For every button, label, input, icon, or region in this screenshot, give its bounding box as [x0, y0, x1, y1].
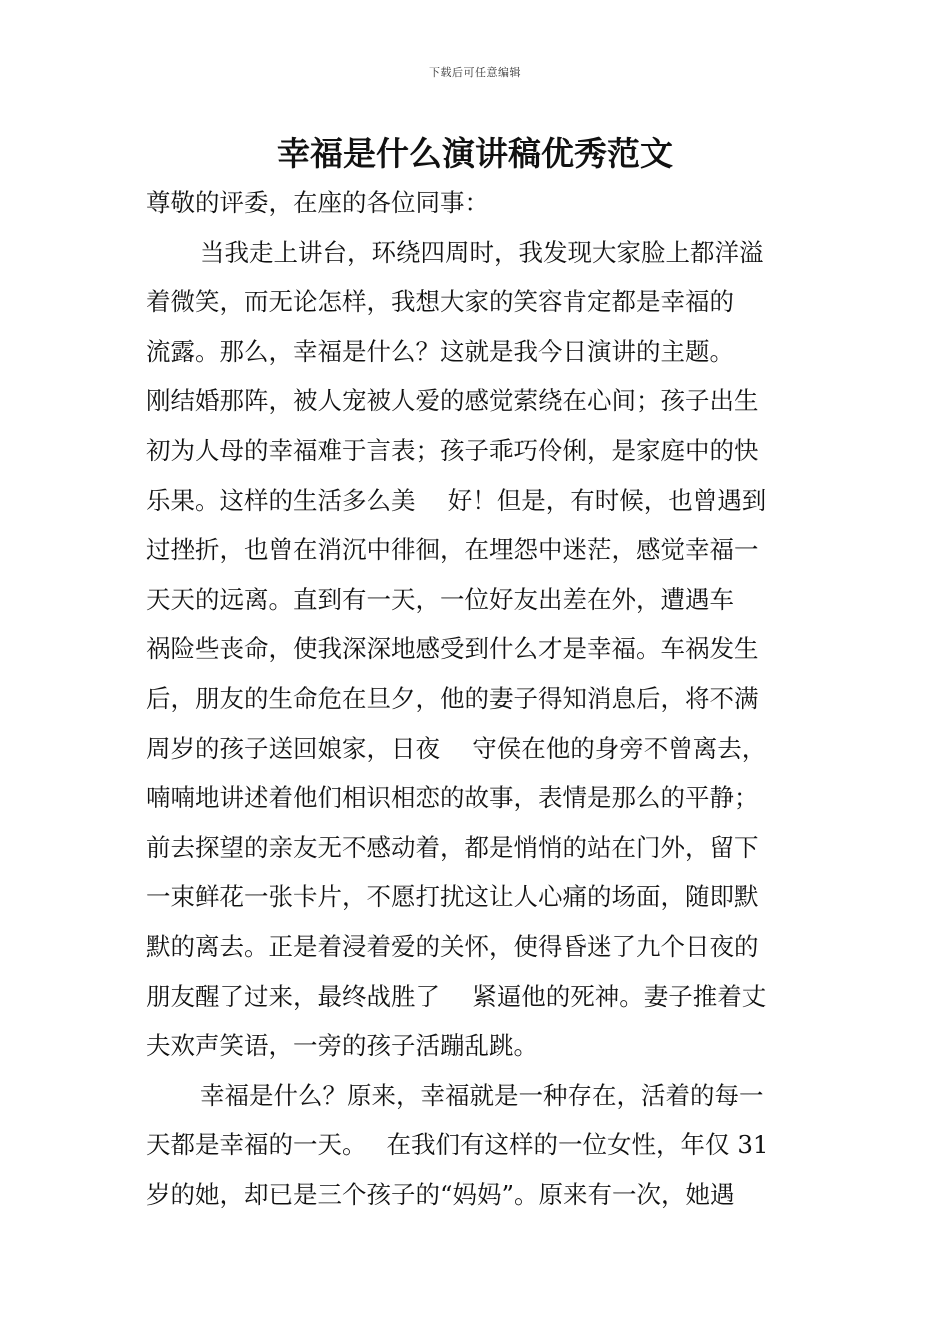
paragraph-line: 当我走上讲台，环绕四周时，我发现大家脸上都洋溢 [200, 237, 764, 267]
paragraph-line: 夫欢声笑语，一旁的孩子活蹦乱跳。 [146, 1031, 538, 1061]
paragraph-line: 天天的远离。直到有一天，一位好友出差在外，遭遇车 [146, 584, 734, 614]
paragraph-line: 周岁的孩子送回娘家，日夜 守侯在他的身旁不曾离去， [146, 733, 767, 763]
paragraph-line: 初为人母的幸福难于言表；孩子乖巧伶俐，是家庭中的快 [146, 435, 759, 465]
paragraph-line: 刚结婚那阵，被人宠被人爱的感觉萦绕在心间；孩子出生 [146, 386, 759, 416]
paragraph-line: 喃喃地讲述着他们相识相恋的故事，表情是那么的平静； [146, 783, 759, 813]
paragraph-line: 着微笑，而无论怎样，我想大家的笑容肯定都是幸福的 [146, 287, 734, 317]
paragraph-line: 朋友醒了过来，最终战胜了 紧逼他的死神。妻子推着丈 [146, 981, 767, 1011]
header-note: 下载后可任意编辑 [429, 66, 521, 79]
paragraph-line: 后，朋友的生命危在旦夕，他的妻子得知消息后，将不满 [146, 683, 759, 713]
document-body [146, 178, 808, 1219]
paragraph-line: 祸险些丧命，使我深深地感受到什么才是幸福。车祸发生 [146, 634, 759, 664]
paragraph-line: 流露。那么，幸福是什么？这就是我今日演讲的主题。 [146, 336, 734, 366]
paragraph-line: 一束鲜花一张卡片，不愿打扰这让人心痛的场面，随即默 [146, 882, 759, 912]
paragraph-line: 天都是幸福的一天。 在我们有这样的一位女性，年仅 31 [146, 1130, 769, 1160]
paragraph-line: 乐果。这样的生活多么美 好！但是，有时候，也曾遇到 [146, 485, 767, 515]
greeting-line: 尊敬的评委，在座的各位同事： [146, 188, 489, 217]
paragraph-line: 默的离去。正是着浸着爱的关怀，使得昏迷了九个日夜的 [146, 931, 759, 961]
paragraph-line: 幸福是什么？原来，幸福就是一种存在，活着的每一 [200, 1080, 764, 1110]
paragraph-line: 前去探望的亲友无不感动着，都是悄悄的站在门外，留下 [146, 832, 759, 862]
paragraph-line: 岁的她，却已是三个孩子的“妈妈”。原来有一次，她遇 [146, 1179, 735, 1209]
document-title: 幸福是什么演讲稿优秀范文 [277, 134, 673, 173]
paragraph-line: 过挫折，也曾在消沉中徘徊，在埋怨中迷茫，感觉幸福一 [146, 535, 759, 565]
